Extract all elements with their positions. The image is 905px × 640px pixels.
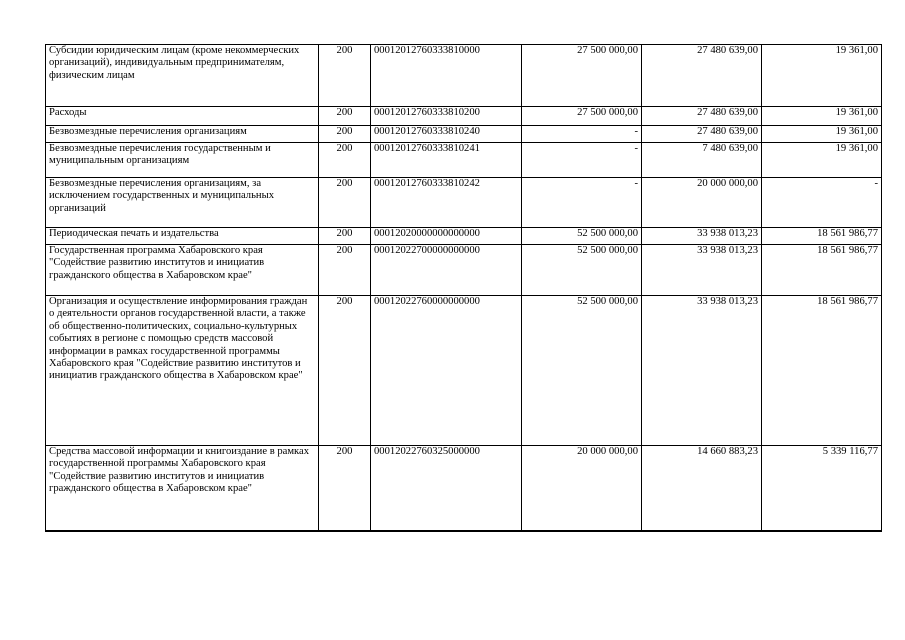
row-approved-cell: 52 500 000,00 xyxy=(522,296,642,446)
row-approved-cell: - xyxy=(522,178,642,228)
row-unexecuted-cell: 5 339 116,77 xyxy=(762,446,882,531)
row-approved-cell: 27 500 000,00 xyxy=(522,45,642,107)
row-name-cell: Периодическая печать и издательства xyxy=(46,228,319,245)
row-unexecuted-cell: - xyxy=(762,178,882,228)
budget-execution-table xyxy=(45,44,882,532)
row-executed-cell: 20 000 000,00 xyxy=(642,178,762,228)
row-kbk-cell: 00012022760000000000 xyxy=(371,296,522,446)
table-row xyxy=(46,178,882,228)
row-unexecuted-cell: 19 361,00 xyxy=(762,126,882,143)
row-kbk-cell: 00012022760325000000 xyxy=(371,446,522,531)
row-code-cell: 200 xyxy=(319,446,371,531)
row-unexecuted-cell: 18 561 986,77 xyxy=(762,228,882,245)
row-approved-cell: 52 500 000,00 xyxy=(522,228,642,245)
row-name-cell: Безвозмездные перечисления организациям, за исключением государственных и муниципальных организаций xyxy=(46,178,319,228)
row-unexecuted-cell: 19 361,00 xyxy=(762,143,882,178)
row-kbk-cell: 00012012760333810240 xyxy=(371,126,522,143)
row-name-cell: Государственная программа Хабаровского края "Содействие развитию институтов и инициатив гражданского общества в Хабаровском крае" xyxy=(46,245,319,296)
row-kbk-cell: 00012020000000000000 xyxy=(371,228,522,245)
table-row xyxy=(46,45,882,107)
row-code-cell: 200 xyxy=(319,178,371,228)
row-executed-cell: 27 480 639,00 xyxy=(642,45,762,107)
row-unexecuted-cell: 19 361,00 xyxy=(762,107,882,126)
table-row xyxy=(46,143,882,178)
table-row xyxy=(46,296,882,446)
table-row xyxy=(46,126,882,143)
row-name-cell: Расходы xyxy=(46,107,319,126)
row-approved-cell: - xyxy=(522,126,642,143)
table-row xyxy=(46,446,882,531)
row-kbk-cell: 00012012760333810241 xyxy=(371,143,522,178)
row-executed-cell: 27 480 639,00 xyxy=(642,126,762,143)
row-name-cell: Средства массовой информации и книгоиздание в рамках государственной программы Хабаровского края "Содействие развитию институтов и инициатив гражданского общества в Хабаровском крае" xyxy=(46,446,319,531)
row-name-cell: Организация и осуществление информирования граждан о деятельности органов государственной власти, а также об общественно-политических, социально-культурных событиях в регионе с помощью средств массовой информации в рамках государственной программы Хабаровского края "Содействие развитию институтов и инициатив гражданского общества в Хабаровском крае" xyxy=(46,296,319,446)
row-kbk-cell: 00012022700000000000 xyxy=(371,245,522,296)
table-row xyxy=(46,228,882,245)
row-executed-cell: 33 938 013,23 xyxy=(642,228,762,245)
row-approved-cell: 27 500 000,00 xyxy=(522,107,642,126)
row-executed-cell: 33 938 013,23 xyxy=(642,296,762,446)
row-code-cell: 200 xyxy=(319,107,371,126)
row-unexecuted-cell: 18 561 986,77 xyxy=(762,296,882,446)
table-row xyxy=(46,245,882,296)
row-name-cell: Безвозмездные перечисления организациям xyxy=(46,126,319,143)
row-unexecuted-cell: 18 561 986,77 xyxy=(762,245,882,296)
row-kbk-cell: 00012012760333810000 xyxy=(371,45,522,107)
row-name-cell: Безвозмездные перечисления государственным и муниципальным организациям xyxy=(46,143,319,178)
table-body xyxy=(46,45,882,531)
row-code-cell: 200 xyxy=(319,245,371,296)
row-approved-cell: 52 500 000,00 xyxy=(522,245,642,296)
row-code-cell: 200 xyxy=(319,126,371,143)
row-executed-cell: 7 480 639,00 xyxy=(642,143,762,178)
row-code-cell: 200 xyxy=(319,296,371,446)
row-name-cell: Субсидии юридическим лицам (кроме некоммерческих организаций), индивидуальным предпринимателям, физическим лицам xyxy=(46,45,319,107)
row-code-cell: 200 xyxy=(319,228,371,245)
row-approved-cell: - xyxy=(522,143,642,178)
row-kbk-cell: 00012012760333810242 xyxy=(371,178,522,228)
row-code-cell: 200 xyxy=(319,143,371,178)
row-unexecuted-cell: 19 361,00 xyxy=(762,45,882,107)
row-executed-cell: 33 938 013,23 xyxy=(642,245,762,296)
row-approved-cell: 20 000 000,00 xyxy=(522,446,642,531)
row-code-cell: 200 xyxy=(319,45,371,107)
row-executed-cell: 27 480 639,00 xyxy=(642,107,762,126)
row-executed-cell: 14 660 883,23 xyxy=(642,446,762,531)
table-row xyxy=(46,107,882,126)
row-kbk-cell: 00012012760333810200 xyxy=(371,107,522,126)
